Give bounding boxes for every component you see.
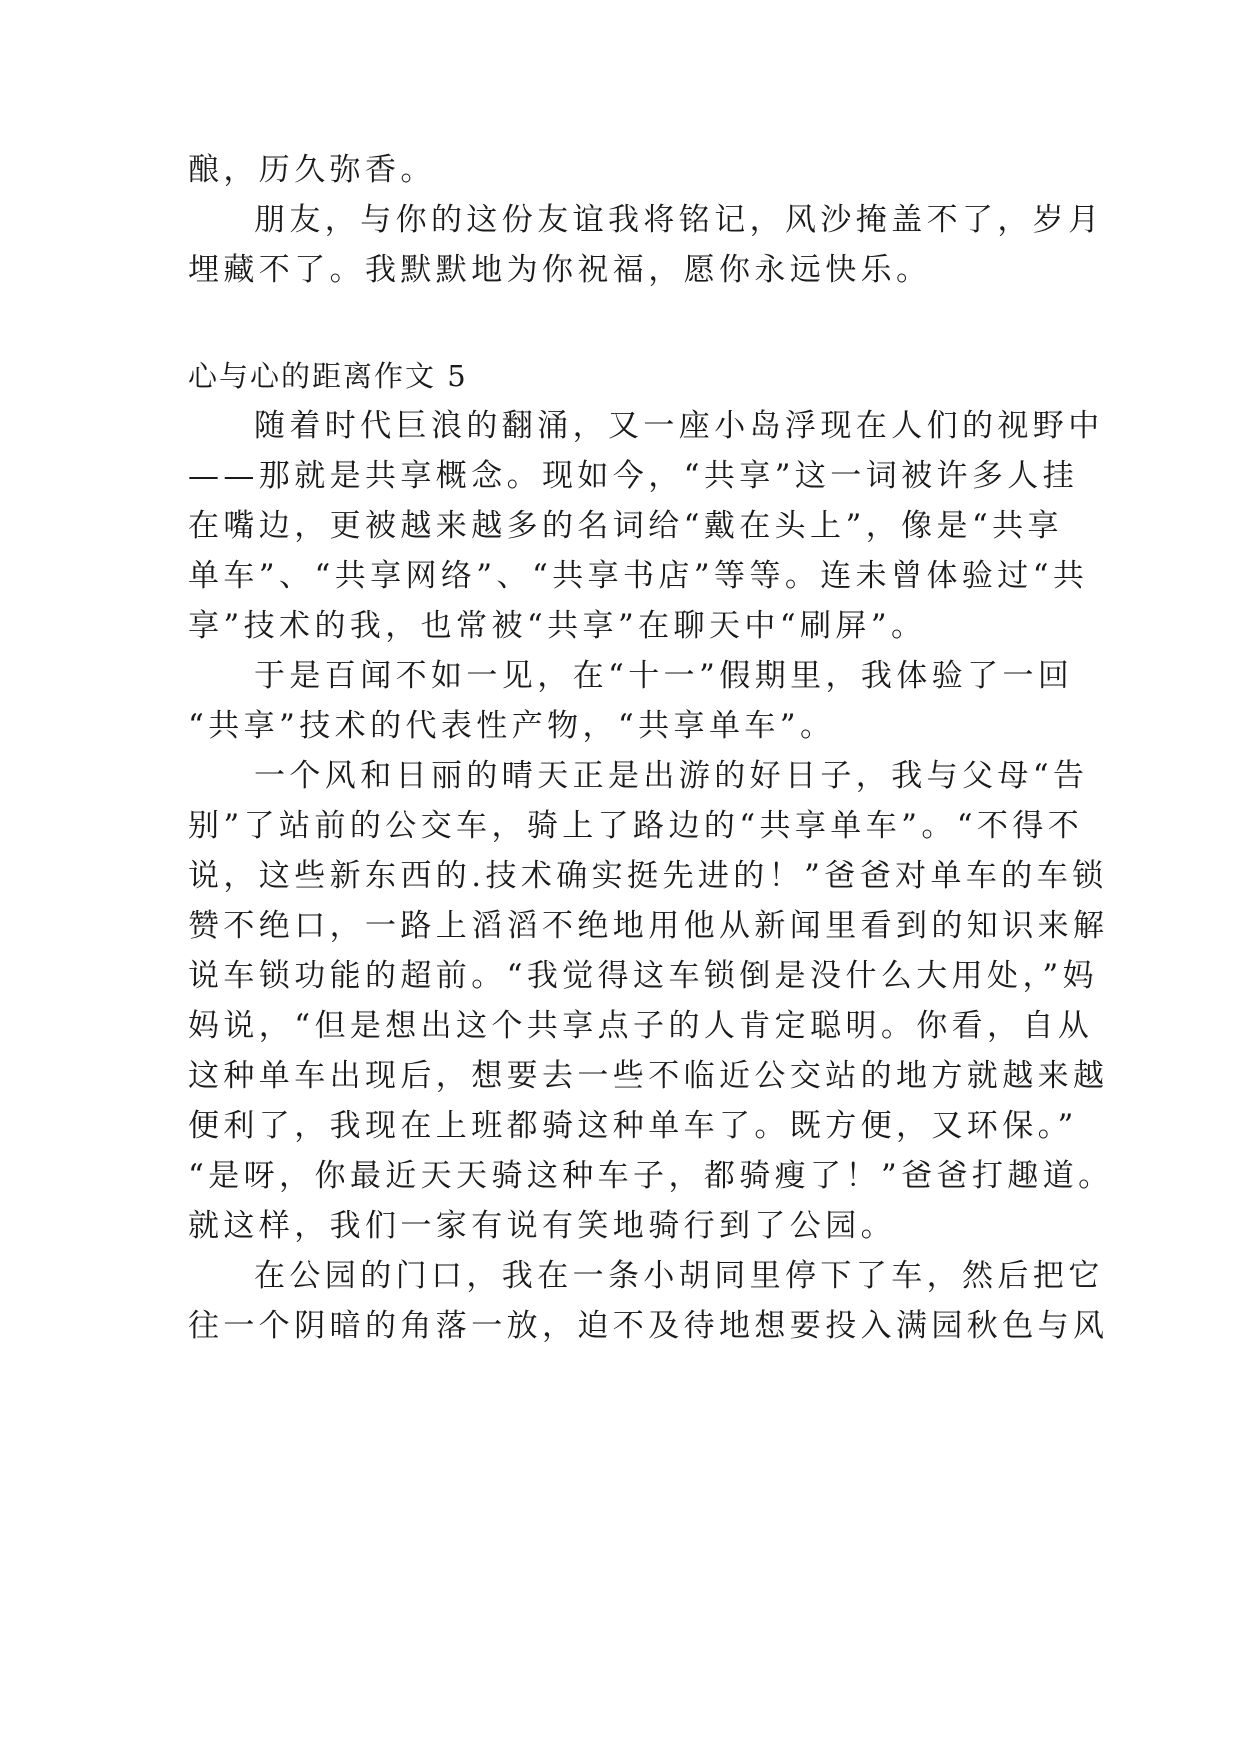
text-line: 说车锁功能的超前。“我觉得这车锁倒是没什么大用处，”妈 xyxy=(188,958,1098,994)
text-line: ——那就是共享概念。现如今，“共享”这一词被许多人挂 xyxy=(188,458,1079,494)
text-line: 这种单车出现后，想要去一些不临近公交站的地方就越来越 xyxy=(188,1058,1109,1094)
text-line: 往一个阴暗的角落一放，迫不及待地想要投入满园秋色与风 xyxy=(188,1308,1109,1344)
paragraph-start-line: 朋友，与你的这份友谊我将铭记，风沙掩盖不了，岁月 xyxy=(254,202,1104,238)
text-line: 单车”、“共享网络”、“共享书店”等等。连未曾体验过“共 xyxy=(188,558,1089,594)
paragraph-start-line: 一个风和日丽的晴天正是出游的好日子，我与父母“告 xyxy=(254,758,1089,794)
text-line: 说，这些新东西的.技术确实挺先进的！”爸爸对单车的车锁 xyxy=(188,858,1108,894)
text-line: 别”了站前的公交车，骑上了路边的“共享单车”。“不得不 xyxy=(188,808,1084,844)
section-heading: 心与心的距离作文 5 xyxy=(188,359,468,393)
text-line: 便利了，我现在上班都骑这种单车了。既方便，又环保。” xyxy=(188,1108,1078,1144)
paragraph-start-line: 随着时代巨浪的翻涌，又一座小岛浮现在人们的视野中 xyxy=(254,408,1104,444)
paragraph-start-line: 在公园的门口，我在一条小胡同里停下了车，然后把它 xyxy=(254,1258,1104,1294)
text-line: 埋藏不了。我默默地为你祝福，愿你永远快乐。 xyxy=(188,252,932,288)
text-line: “共享”技术的代表性产物，“共享单车”。 xyxy=(188,708,836,744)
paragraph-start-line: 于是百闻不如一见，在“十一”假期里，我体验了一回 xyxy=(254,658,1074,694)
text-line: “是呀，你最近天天骑这种车子，都骑瘦了！”爸爸打趣道。 xyxy=(188,1158,1114,1194)
text-line: 酿，历久弥香。 xyxy=(188,152,436,188)
text-line: 在嘴边，更被越来越多的名词给“戴在头上”，像是“共享 xyxy=(188,508,1063,544)
text-line: 赞不绝口，一路上滔滔不绝地用他从新闻里看到的知识来解 xyxy=(188,908,1109,944)
text-line: 就这样，我们一家有说有笑地骑行到了公园。 xyxy=(188,1208,896,1244)
text-line: 妈说，“但是想出这个共享点子的人肯定聪明。你看，自从 xyxy=(188,1008,1094,1044)
text-line: 享”技术的我，也常被“共享”在聊天中“刷屏”。 xyxy=(188,608,927,644)
